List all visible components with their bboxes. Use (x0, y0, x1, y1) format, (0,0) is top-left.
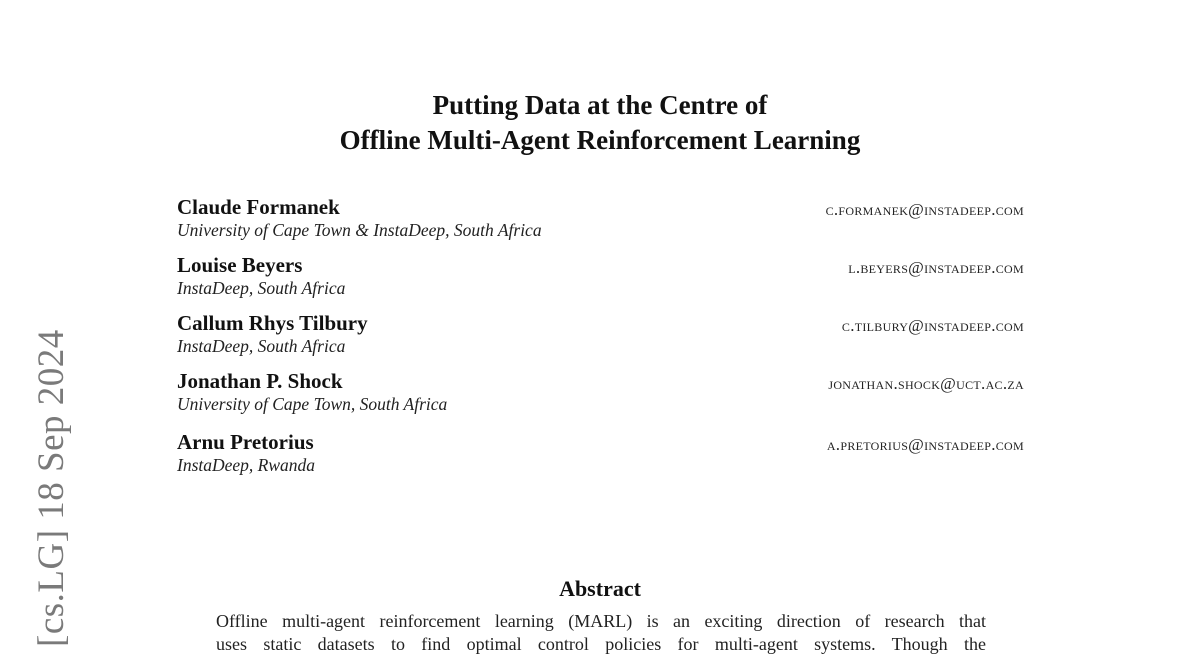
abstract-heading: Abstract (559, 576, 641, 601)
author-block (177, 254, 1024, 300)
author-affiliation: University of Cape Town & InstaDeep, South Africa (177, 220, 542, 240)
author-email[interactable]: jonathan.shock@uct.ac.za (828, 374, 1024, 393)
author-email[interactable]: a.pretorius@instadeep.com (826, 435, 1024, 454)
author-affiliation: InstaDeep, South Africa (177, 336, 346, 356)
author-name: Jonathan P. Shock (177, 369, 343, 393)
author-affiliation: InstaDeep, Rwanda (177, 455, 316, 475)
author-name: Arnu Pretorius (177, 430, 314, 454)
title-line-1: Putting Data at the Centre of (432, 90, 768, 120)
author-name: Louise Beyers (177, 253, 303, 277)
author-email[interactable]: c.formanek@instadeep.com (825, 200, 1024, 219)
arxiv-stamp: [cs.LG] 18 Sep 2024 (31, 329, 72, 647)
author-email[interactable]: c.tilbury@instadeep.com (841, 316, 1024, 335)
author-affiliation: University of Cape Town, South Africa (177, 394, 448, 414)
paper-title (0, 88, 1200, 158)
author-block (177, 312, 1024, 358)
author-block (177, 196, 1024, 242)
author-affiliation: InstaDeep, South Africa (177, 278, 346, 298)
title-line-2: Offline Multi-Agent Reinforcement Learning (339, 125, 861, 155)
author-name: Claude Formanek (177, 195, 340, 219)
author-block (177, 431, 1024, 477)
abstract-text (216, 610, 986, 656)
abstract-line: uses static datasets to find optimal control policies for multi-agent systems. Though the (216, 634, 986, 654)
author-block (177, 370, 1024, 416)
author-name: Callum Rhys Tilbury (177, 311, 368, 335)
abstract-line: Offline multi-agent reinforcement learning (MARL) is an exciting direction of research that (216, 611, 986, 631)
author-email[interactable]: l.beyers@instadeep.com (848, 258, 1024, 277)
